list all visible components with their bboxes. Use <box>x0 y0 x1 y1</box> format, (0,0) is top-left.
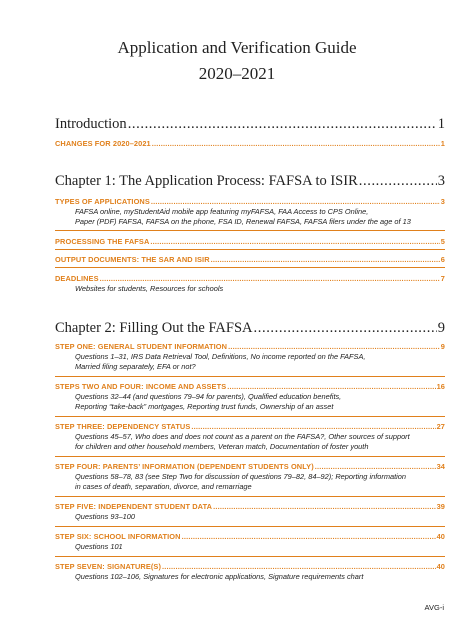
leader-dots <box>213 502 436 511</box>
entry-page: 40 <box>436 532 445 541</box>
entry-page: 39 <box>436 502 445 511</box>
description-line: Questions 1–31, IRS Data Retrieval Tool, Definitions, No income reported on the FAFSA, <box>75 352 366 361</box>
toc-entry-step-five[interactable] <box>55 502 445 511</box>
toc-entry-step-four[interactable] <box>55 462 445 471</box>
leader-dots <box>151 197 440 206</box>
entry-label: STEP ONE: GENERAL STUDENT INFORMATION <box>55 342 228 351</box>
section-divider <box>55 556 445 557</box>
guide-title: Application and Verification Guide <box>117 38 357 57</box>
entry-description <box>75 352 445 372</box>
entry-page: 40 <box>436 562 445 571</box>
section-divider <box>55 230 445 231</box>
toc-entry-step-one[interactable] <box>55 342 445 351</box>
entry-description <box>75 392 445 412</box>
toc-entry-step-seven[interactable] <box>55 562 445 571</box>
entry-label: CHANGES FOR 2020–2021 <box>55 139 151 148</box>
page-number-footer: AVG-i <box>424 603 444 612</box>
description-line: Questions 101 <box>75 542 123 551</box>
entry-page: 27 <box>436 422 445 431</box>
entry-label: DEADLINES <box>55 274 99 283</box>
toc-entry-deadlines[interactable] <box>55 274 445 283</box>
entry-page: 7 <box>440 274 445 283</box>
description-line: Questions 32–44 (and questions 79–94 for parents), Qualified education benefits, <box>75 392 342 401</box>
entry-description <box>75 207 445 227</box>
description-line: Websites for students, Resources for schools <box>75 284 224 293</box>
leader-dots <box>100 274 440 283</box>
entry-page: 1 <box>440 139 445 148</box>
description-line: Reporting “take-back” mortgages, Reporting trust funds, Ownership of an asset <box>75 402 334 411</box>
section-divider <box>55 456 445 457</box>
chapter-label: Chapter 2: Filling Out the FAFSA <box>55 320 253 336</box>
leader-dots <box>152 139 440 148</box>
leader-dots <box>315 462 436 471</box>
description-line: Paper (PDF) FAFSA, FAFSA on the phone, FSA ID, Renewal FAFSA, FAFSA filers under the age of 13 <box>75 217 411 226</box>
toc-entry-output-documents[interactable] <box>55 255 445 264</box>
chapter-page: 9 <box>437 320 445 336</box>
entry-description <box>75 284 445 294</box>
entry-description <box>75 572 445 582</box>
toc-entry-changes[interactable] <box>55 139 445 148</box>
entry-description <box>75 432 445 452</box>
leader-dots <box>191 422 435 431</box>
toc-entry-step-three[interactable] <box>55 422 445 431</box>
entry-label: PROCESSING THE FAFSA <box>55 237 150 246</box>
leader-dots <box>182 532 436 541</box>
entry-label: STEP SIX: SCHOOL INFORMATION <box>55 532 181 541</box>
leader-dots <box>128 116 437 133</box>
description-line: Questions 93–100 <box>75 512 135 521</box>
entry-label: STEP FIVE: INDEPENDENT STUDENT DATA <box>55 502 213 511</box>
entry-label: STEP THREE: DEPENDENCY STATUS <box>55 422 191 431</box>
entry-label: STEP FOUR: PARENTS’ INFORMATION (DEPENDENT STUDENTS ONLY) <box>55 462 314 471</box>
description-line: FAFSA online, myStudentAid mobile app featuring myFAFSA, FAA Access to CPS Online, <box>75 207 369 216</box>
description-line: Questions 45–57, Who does and does not count as a parent on the FAFSA?, Other sources of support <box>75 432 410 441</box>
leader-dots <box>359 173 437 190</box>
leader-dots <box>254 320 437 337</box>
toc-chapter-2[interactable] <box>55 320 445 337</box>
guide-year: 2020–2021 <box>198 64 276 83</box>
toc-introduction[interactable] <box>55 116 445 133</box>
entry-label: TYPES OF APPLICATIONS <box>55 197 150 206</box>
leader-dots <box>162 562 436 571</box>
chapter-label: Chapter 1: The Application Process: FAFSA to ISIR <box>55 173 358 189</box>
leader-dots <box>150 237 439 246</box>
description-line: Questions 102–106, Signatures for electronic applications, Signature requirements chart <box>75 572 364 581</box>
leader-dots <box>211 255 440 264</box>
description-line: in cases of death, separation, divorce, and remarriage <box>75 482 252 491</box>
section-divider <box>55 267 445 268</box>
description-line: Married filing separately, EFA or not? <box>75 362 196 371</box>
toc-entry-steps-two-four[interactable] <box>55 382 445 391</box>
entry-label: STEP SEVEN: SIGNATURE(S) <box>55 562 162 571</box>
entry-description <box>75 512 445 522</box>
toc-entry-step-six[interactable] <box>55 532 445 541</box>
section-divider <box>55 496 445 497</box>
entry-description <box>75 472 445 492</box>
description-line: for children and other household members, Veteran match, Documentation of foster youth <box>75 442 369 451</box>
toc-entry-types-of-applications[interactable] <box>55 197 445 206</box>
toc-chapter-1[interactable] <box>55 173 445 190</box>
leader-dots <box>228 342 440 351</box>
entry-label: STEPS TWO AND FOUR: INCOME AND ASSETS <box>55 382 227 391</box>
section-divider <box>55 376 445 377</box>
chapter-page: 3 <box>437 173 445 189</box>
chapter-page: 1 <box>437 116 445 132</box>
entry-description <box>75 542 445 552</box>
leader-dots <box>227 382 435 391</box>
section-divider <box>55 249 445 250</box>
entry-page: 5 <box>440 237 445 246</box>
entry-page: 16 <box>436 382 445 391</box>
toc-entry-processing[interactable] <box>55 237 445 246</box>
entry-page: 9 <box>440 342 445 351</box>
description-line: Questions 58–78, 83 (see Step Two for discussion of questions 79–82, 84–92); Reporting information <box>75 472 406 481</box>
entry-label: OUTPUT DOCUMENTS: THE SAR AND ISIR <box>55 255 210 264</box>
entry-page: 6 <box>440 255 445 264</box>
entry-page: 34 <box>436 462 445 471</box>
section-divider <box>55 526 445 527</box>
entry-page: 3 <box>440 197 445 206</box>
section-divider <box>55 416 445 417</box>
chapter-label: Introduction <box>55 116 127 132</box>
